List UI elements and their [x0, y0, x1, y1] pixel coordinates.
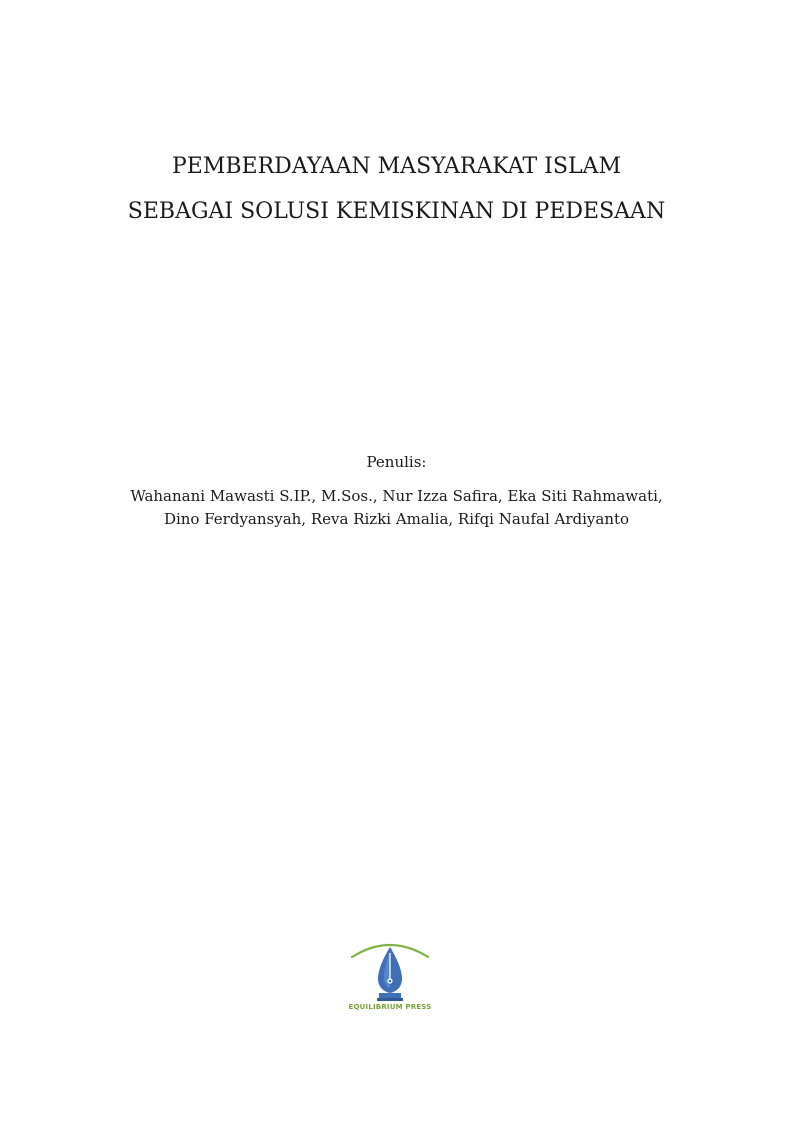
authors-section	[0, 451, 793, 531]
authors-line-1: Wahanani Mawasti S.IP., M.Sos., Nur Izza Safira, Eka Siti Rahmawati,	[130, 487, 663, 505]
authors-label: Penulis:	[366, 453, 427, 471]
book-title	[0, 144, 793, 234]
title-line-2: SEBAGAI SOLUSI KEMISKINAN DI PEDESAAN	[127, 199, 666, 224]
authors-line-2: Dino Ferdyansyah, Reva Rizki Amalia, Rifqi Naufal Ardiyanto	[163, 510, 630, 528]
title-line-1: PEMBERDAYAAN MASYARAKAT ISLAM	[172, 154, 621, 179]
pen-nib-icon	[377, 947, 403, 1001]
publisher-name: EQUILIBRIUM PRESS	[348, 1003, 432, 1011]
